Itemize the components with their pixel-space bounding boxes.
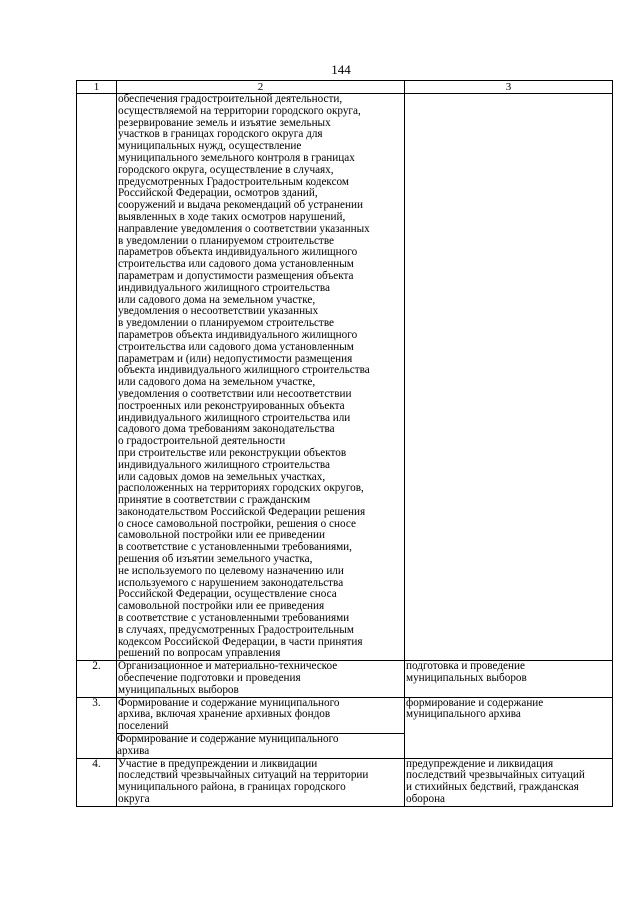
text-line: садового дома требованиям законодательства xyxy=(118,423,335,436)
text-line: муниципального архива xyxy=(406,708,521,721)
text-line: индивидуального жилищного строительства или xyxy=(118,411,351,424)
function-text-cell xyxy=(117,661,405,697)
table-row-2 xyxy=(77,661,613,697)
row-number-cell: 3. xyxy=(77,697,117,758)
text-line: о сносе самовольной постройки, решения о сносе xyxy=(118,517,356,530)
column-header-2: 2 xyxy=(117,81,405,94)
table-row-3 xyxy=(77,697,613,758)
text-line: строительства или садового дома установленным xyxy=(118,258,354,271)
text-line: решений по вопросам управления xyxy=(118,647,281,660)
text-line: обеспечение подготовки и проведения xyxy=(118,672,301,685)
text-line: самовольной постройки или ее приведении xyxy=(118,529,325,542)
functions-table xyxy=(76,80,613,807)
text-line: оборона xyxy=(406,793,446,806)
text-line: параметров объекта индивидуального жилищного xyxy=(118,246,358,259)
text-line: городского округа, осуществление в случаях, xyxy=(118,163,334,176)
text-line: используемого с нарушением законодательства xyxy=(118,576,344,589)
text-line: уведомления о несоответствии указанных xyxy=(118,305,319,318)
text-line: или садовых домов на земельных участках, xyxy=(118,470,326,483)
text-line: резервирование земель и изъятие земельных xyxy=(118,116,331,129)
text-line: муниципального земельного контроля в границах xyxy=(118,151,355,164)
text-line: параметров объекта индивидуального жилищного xyxy=(118,328,358,341)
text-line: участков в границах городского округа для xyxy=(118,128,323,141)
column-header-1: 1 xyxy=(77,81,117,94)
text-line: кодексом Российской Федерации, в части принятия xyxy=(118,635,363,648)
text-line: индивидуального жилищного строительства xyxy=(118,458,330,471)
row-number-cell xyxy=(77,94,117,661)
row-number-cell: 2. xyxy=(77,661,117,697)
text-line: в случаях, предусмотренных Градостроительным xyxy=(118,623,354,636)
text-line: муниципальных нужд, осуществление xyxy=(118,140,302,153)
text-line: муниципальных выборов xyxy=(118,683,239,696)
text-line: при строительстве или реконструкции объектов xyxy=(118,446,347,459)
function-text-part-2 xyxy=(116,733,405,758)
result-cell xyxy=(405,758,613,806)
text-line: Российской Федерации, осмотров зданий, xyxy=(118,187,318,200)
text-line: о градостроительной деятельности xyxy=(118,435,286,448)
text-line: последствий чрезвычайных ситуаций xyxy=(406,769,585,782)
text-line: параметрам и (или) недопустимости размещения xyxy=(118,352,353,365)
function-text-cell xyxy=(117,758,405,806)
text-line: и стихийных бедствий, гражданская xyxy=(406,781,579,794)
result-cell xyxy=(405,94,613,661)
function-text-cell xyxy=(117,697,405,758)
result-cell xyxy=(405,661,613,697)
result-cell xyxy=(405,697,613,758)
text-line: индивидуального жилищного строительства xyxy=(118,281,330,294)
text-line: уведомления о соответствии или несоответствии xyxy=(118,387,352,400)
text-line: осуществляемой на территории городского округа, xyxy=(118,104,361,117)
text-line: решения об изъятии земельного участка, xyxy=(118,553,313,566)
text-line: направление уведомления о соответствии указанных xyxy=(118,222,370,235)
text-line: предупреждение и ликвидация xyxy=(406,757,554,770)
table-row-4 xyxy=(77,758,613,806)
text-line: муниципального района, в границах городского xyxy=(118,781,346,794)
text-line: сооружений и выдача рекомендаций об устранении xyxy=(118,199,363,212)
text-line: Участие в предупреждении и ликвидации xyxy=(118,757,318,770)
text-line: законодательством Российской Федерации решения xyxy=(118,505,366,518)
text-line: принятие в соответствии с гражданским xyxy=(118,494,311,507)
function-text-part-1 xyxy=(117,698,404,733)
table-header-row xyxy=(77,81,613,94)
text-line: параметрам и допустимости размещения объекта xyxy=(118,269,354,282)
text-line: построенных или реконструированных объекта xyxy=(118,399,345,412)
text-line: последствий чрезвычайных ситуаций на территории xyxy=(118,769,369,782)
text-line: Формирование и содержание муниципального xyxy=(117,733,339,746)
text-line: или садового дома на земельном участке, xyxy=(118,293,316,306)
text-line: в уведомлении о планируемом строительстве xyxy=(118,317,335,330)
text-line: строительства или садового дома установленным xyxy=(118,340,354,353)
text-line: Формирование и содержание муниципального xyxy=(118,696,340,709)
text-line: архива, включая хранение архивных фондов xyxy=(118,708,331,721)
text-line: поселений xyxy=(118,720,169,733)
text-line: архива xyxy=(117,744,150,757)
text-line: не используемого по целевому назначению или xyxy=(118,564,344,577)
text-line: в соответствие с установленными требованиями, xyxy=(118,541,352,554)
text-line: объекта индивидуального жилищного строительства xyxy=(118,364,370,377)
text-line: округа xyxy=(118,793,150,806)
text-line: выявленных в ходе таких осмотров нарушений, xyxy=(118,210,346,223)
text-line: самовольной постройки или ее приведения xyxy=(118,600,325,613)
text-line: подготовка и проведение xyxy=(406,660,525,673)
page-number: 144 xyxy=(331,62,351,77)
text-line: в уведомлении о планируемом строительстве xyxy=(118,234,335,247)
text-line: в соответствие с установленными требованиями xyxy=(118,612,350,625)
text-line: предусмотренных Градостроительным кодексом xyxy=(118,175,349,188)
text-line: муниципальных выборов xyxy=(406,672,527,685)
continuation-text-cell xyxy=(117,94,405,661)
column-header-3: 3 xyxy=(405,81,613,94)
text-line: расположенных на территориях городских округов, xyxy=(118,482,364,495)
text-line: формирование и содержание xyxy=(406,696,544,709)
text-line: или садового дома на земельном участке, xyxy=(118,376,316,389)
row-number-cell: 4. xyxy=(77,758,117,806)
text-line: Организационное и материально-техническое xyxy=(118,660,338,673)
text-line: обеспечения градостроительной деятельности, xyxy=(118,93,343,105)
table-row-continuation xyxy=(77,94,613,661)
text-line: Российской Федерации, осуществление сноса xyxy=(118,588,337,601)
